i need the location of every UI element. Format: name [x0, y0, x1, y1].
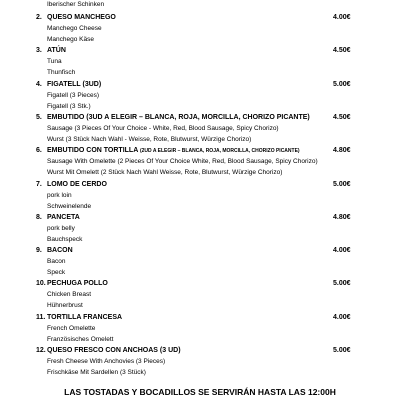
item-translation-german: Schweinelende [47, 202, 92, 210]
item-translation-english: Manchego Cheese [47, 25, 102, 32]
item-translation-english: pork loin [47, 191, 72, 199]
previous-item-subtitle: Iberischer Schinken [47, 1, 105, 8]
item-translation-german: Thunfisch [47, 69, 76, 77]
item-number: 12. [36, 347, 46, 354]
item-number: 8. [36, 213, 42, 221]
item-name-main: PECHUGA POLLO [47, 280, 108, 288]
item-price: 4.00€ [333, 313, 351, 321]
item-name-detail: (2UD A ELEGIR – BLANCA, ROJA, MORCILLA, CHORIZO PICANTE) [139, 148, 300, 155]
item-name [47, 345, 181, 356]
item-name-main: FIGATELL (3UD) [47, 80, 102, 88]
item-name-main: EMBUTIDO (3UD A ELEGIR – BLANCA, ROJA, MORCILLA, CHORIZO PICANTE) [47, 113, 310, 121]
item-translation-english: Bacon [47, 258, 66, 266]
item-translation-english: Sausage With Omelette (2 Pieces Of Your Choice White, Red, Blood Sausage, Spicy Chorizo) [47, 158, 318, 166]
item-translation-english: Fresh Cheese With Anchovies (3 Pieces) [47, 358, 166, 365]
item-price: 4.80€ [333, 213, 351, 221]
item-name-main: PANCETA [47, 213, 80, 221]
item-translation-english: Tuna [47, 58, 62, 66]
item-name [47, 12, 116, 23]
item-translation-english: Sausage (3 Pieces Of Your Choice - White, Red, Blood Sausage, Spicy Chorizo) [47, 124, 279, 132]
item-translation-german: Manchego Käse [47, 36, 94, 43]
item-price: 4.80€ [333, 147, 351, 155]
item-translation-german: Frischkäse Mit Sardellen (3 Stück) [47, 369, 146, 376]
item-name-main: ATÚN [47, 47, 66, 55]
item-translation-german: Bauchspeck [47, 235, 83, 243]
item-price: 5.00€ [333, 80, 351, 88]
item-price: 4.50€ [333, 113, 351, 121]
item-name-main: BACON [47, 247, 73, 255]
item-price: 5.00€ [333, 280, 351, 288]
item-translation-german: Wurst Mit Omelett (2 Stück Nach Wahl Weisse, Rote, Blutwurst, Würzige Chorizo) [47, 169, 283, 177]
item-name [47, 245, 73, 256]
item-name [47, 312, 122, 323]
item-number: 7. [36, 180, 42, 188]
item-translation-german: Figatell (3 Stk.) [47, 102, 91, 110]
item-name-main: EMBUTIDO CON TORTILLA [47, 147, 140, 155]
item-price: 5.00€ [333, 180, 351, 188]
item-translation-english: pork belly [47, 224, 75, 232]
item-name-main: TORTILLA FRANCESA [47, 313, 123, 321]
item-name [47, 278, 108, 289]
item-price: 4.00€ [333, 247, 351, 255]
item-number: 6. [36, 147, 42, 155]
serving-hours-notice: LAS TOSTADAS Y BOCADILLOS SE SERVIRÁN HASTA LAS 12:00H [64, 387, 336, 397]
item-name [47, 112, 310, 123]
item-name [47, 79, 101, 90]
item-translation-german: Wurst (3 Stück Nach Wahl - Weisse, Rote, Blutwurst, Würzige Chorizo) [47, 135, 252, 143]
item-number: 11. [36, 313, 46, 321]
item-number: 2. [36, 14, 42, 21]
item-name [47, 45, 66, 56]
item-name-main: LOMO DE CERDO [47, 180, 107, 188]
item-translation-german: Französisches Omelett [47, 335, 114, 343]
item-price: 5.00€ [333, 347, 351, 354]
item-translation-german: Speck [47, 269, 66, 277]
item-translation-english: Figatell (3 Pieces) [47, 91, 100, 99]
item-name-main: QUESO MANCHEGO [47, 14, 116, 21]
item-translation-english: Chicken Breast [47, 291, 92, 299]
item-number: 5. [36, 113, 42, 121]
item-translation-german: Hühnerbrust [47, 302, 83, 310]
item-price: 4.50€ [333, 47, 351, 55]
item-name [47, 179, 107, 190]
item-number: 9. [36, 247, 42, 255]
item-number: 4. [36, 80, 42, 88]
item-number: 3. [36, 47, 42, 55]
item-name [47, 212, 80, 223]
item-name-main: QUESO FRESCO CON ANCHOAS (3 UD) [47, 347, 181, 354]
item-number: 10. [36, 280, 46, 288]
item-price: 4.00€ [333, 14, 351, 21]
item-translation-english: French Omelette [47, 324, 96, 332]
